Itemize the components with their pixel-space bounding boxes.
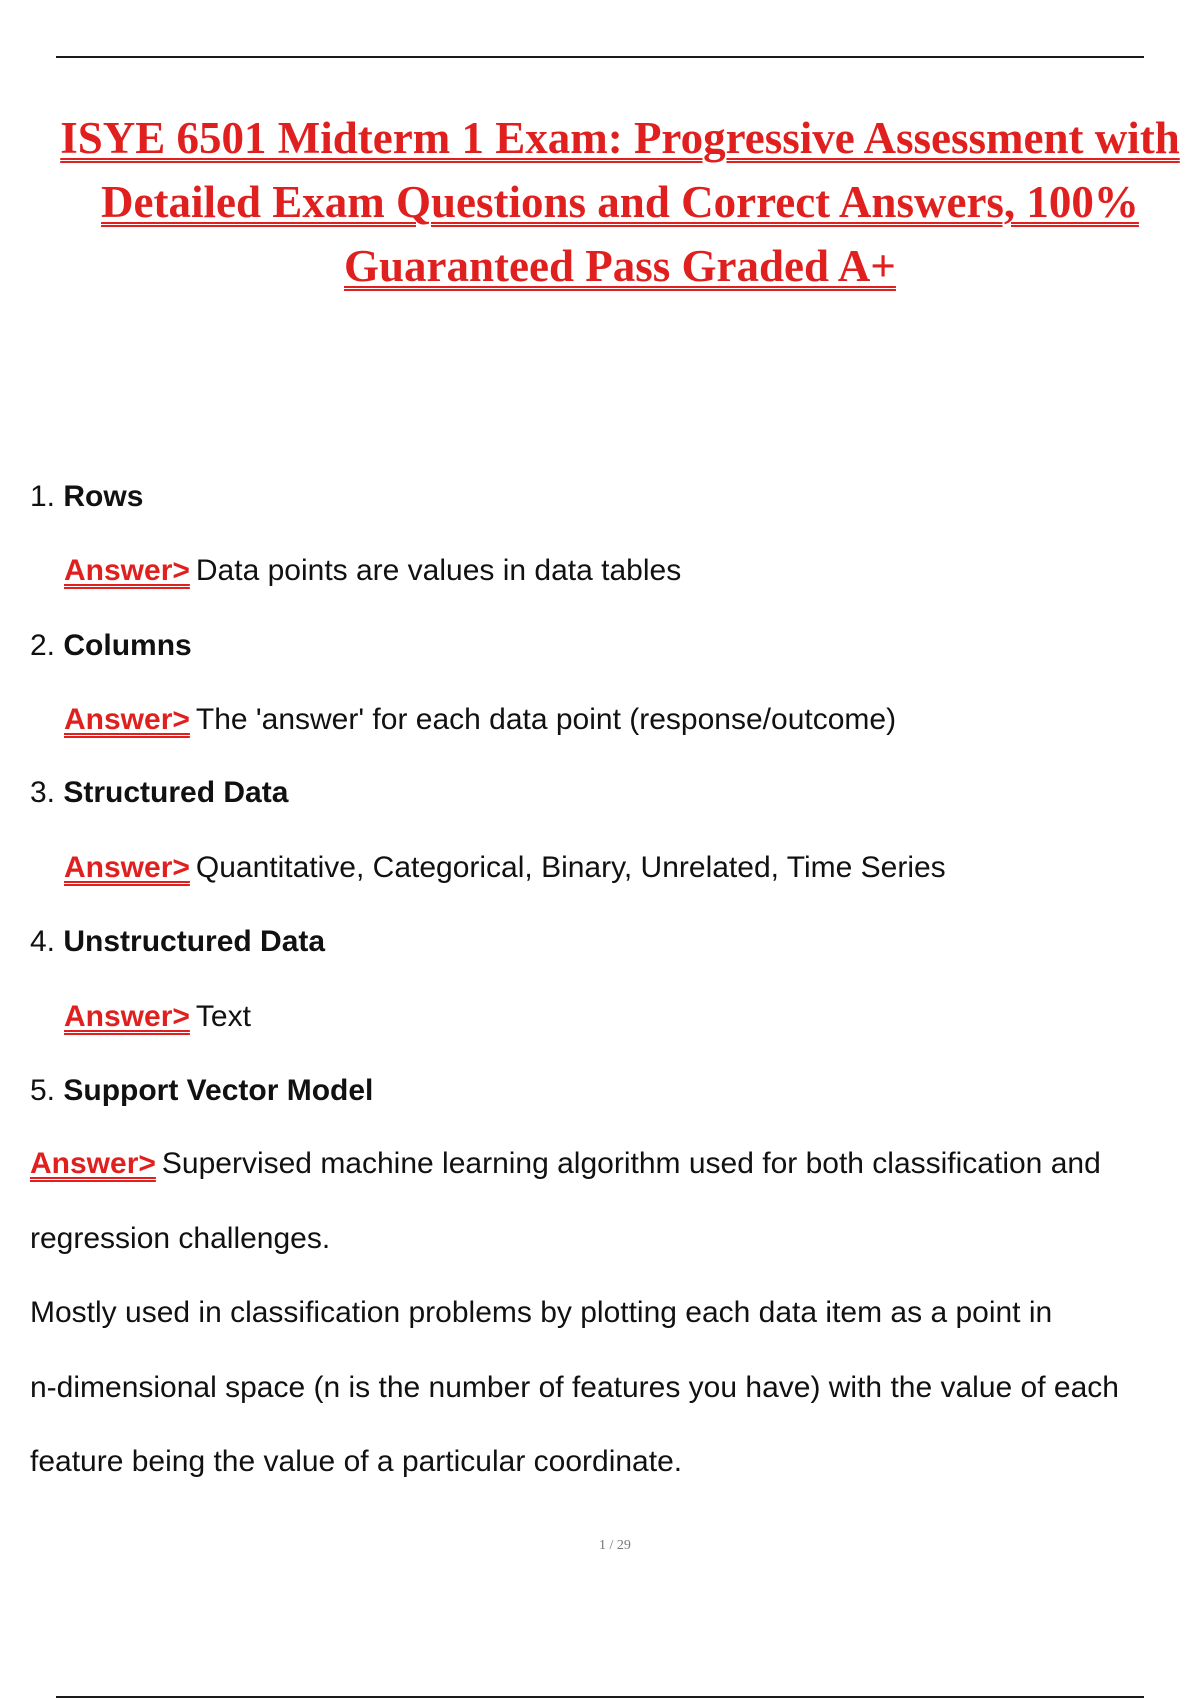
answer-5-text: Supervised machine learning algorithm used for both classification and [161,1147,1101,1180]
question-4-term: Unstructured Data [63,925,326,958]
question-1-number: 1. [30,480,56,513]
question-4-number: 4. [30,925,56,958]
answer-4-label: Answer> [64,1000,190,1033]
question-3-number: 3. [30,776,56,809]
question-5 [30,1071,373,1111]
title-line-2: Detailed Exam Questions and Correct Answers, 100% [101,177,1139,227]
question-2-number: 2. [30,629,56,662]
answer-5-line-2: regression challenges. [30,1222,331,1255]
question-5-number: 5. [30,1074,56,1107]
answer-2 [64,700,896,740]
answer-3 [64,848,946,888]
answer-5 [30,1144,1101,1184]
question-4 [30,922,325,962]
answer-5-label: Answer> [30,1147,156,1180]
question-3 [30,773,288,813]
answer-4 [64,997,251,1037]
answer-3-text: Quantitative, Categorical, Binary, Unrelated, Time Series [195,851,946,884]
answer-1 [64,551,681,591]
answer-1-text: Data points are values in data tables [195,554,682,587]
question-5-term: Support Vector Model [63,1074,374,1107]
answer-5-line-3: Mostly used in classification problems by plotting each data item as a point in [30,1296,1053,1329]
footer-rule [56,1696,1144,1698]
question-1 [30,477,143,517]
question-1-term: Rows [63,480,144,513]
title-line-3: Guaranteed Pass Graded A+ [344,241,896,291]
answer-2-label: Answer> [64,703,190,736]
answer-2-text: The 'answer' for each data point (response/outcome) [195,703,897,736]
title-line-1: ISYE 6501 Midterm 1 Exam: Progressive Assessment with [60,113,1180,163]
answer-4-text: Text [195,1000,251,1033]
question-2 [30,626,192,666]
answer-5-line-4: n-dimensional space (n is the number of features you have) with the value of each [30,1371,1119,1404]
document-title [0,106,1200,298]
question-2-term: Columns [63,629,192,662]
header-rule [56,56,1144,58]
page-indicator: 1 / 29 [599,1538,631,1553]
answer-1-label: Answer> [64,554,190,587]
question-3-term: Structured Data [63,776,289,809]
answer-5-line-5: feature being the value of a particular coordinate. [30,1445,683,1478]
answer-3-label: Answer> [64,851,190,884]
